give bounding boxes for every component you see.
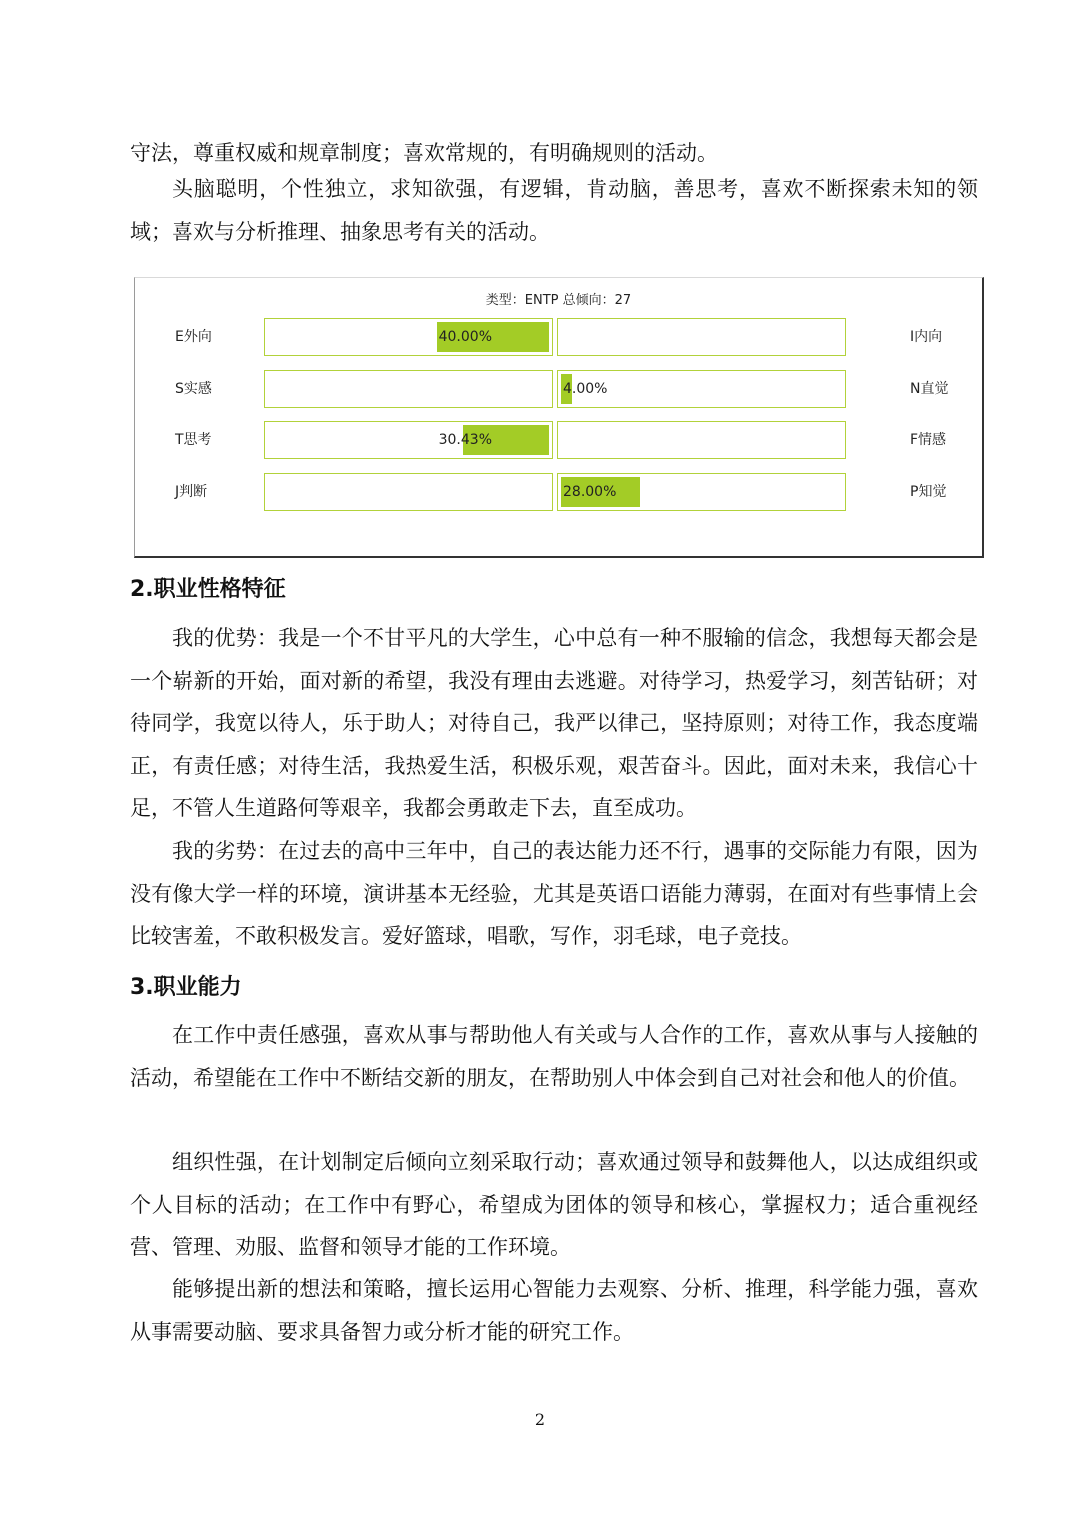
chart-row-j-p <box>135 473 982 511</box>
left-bar-track <box>264 421 553 459</box>
row-left-label: T思考 <box>175 432 212 448</box>
right-bar-track <box>557 421 846 459</box>
row-right-label: I内向 <box>910 329 943 345</box>
chart-row-t-f <box>135 421 982 459</box>
right-bar-track <box>557 318 846 356</box>
row-right-label: P知觉 <box>910 484 947 500</box>
bar-value-label: 28.00% <box>563 484 617 500</box>
paragraph-strengths: 我的优势：我是一个不甘平凡的大学生，心中总有一种不服输的信念，我想每天都会是一个崭新的开始，面对新的希望，我没有理由去逃避。对待学习，热爱学习，刻苦钻研；对待同学，我宽以待人，乐于助人；对待自己，我严以律己，坚持原则；对待工作，我态度端正，有责任感；对待生活，我热爱生活，积极乐观，艰苦奋斗。因此，面对未来，我信心十足，不管人生道路何等艰辛，我都会勇敢走下去，直至成功。 <box>130 626 978 820</box>
paragraph-ability-2: 组织性强，在计划制定后倾向立刻采取行动；喜欢通过领导和鼓舞他人，以达成组织或个人目标的活动；在工作中有野心，希望成为团体的领导和核心，掌握权力；适合重视经营、管理、劝服、监督和领导才能的工作环境。 <box>130 1150 978 1259</box>
chart-row-e-i <box>135 318 982 356</box>
bar-value-label: 30.43% <box>438 432 492 448</box>
page-number: 2 <box>534 1410 546 1429</box>
paragraph-intro-1: 守法，尊重权威和规章制度；喜欢常规的，有明确规则的活动。 <box>130 141 718 165</box>
row-left-label: J判断 <box>175 484 208 500</box>
paragraph-ability-1: 在工作中责任感强，喜欢从事与帮助他人有关或与人合作的工作，喜欢从事与人接触的活动，希望能在工作中不断结交新的朋友，在帮助别人中体会到自己对社会和他人的价值。 <box>130 1023 978 1090</box>
paragraph-weaknesses: 我的劣势：在过去的高中三年中，自己的表达能力还不行，遇事的交际能力有限，因为没有像大学一样的环境，演讲基本无经验，尤其是英语口语能力薄弱，在面对有些事情上会比较害羞，不敢积极发言。爱好篮球，唱歌，写作，羽毛球，电子竞技。 <box>130 839 978 948</box>
row-right-label: F情感 <box>910 432 947 448</box>
row-left-label: S实感 <box>175 381 212 397</box>
mbti-chart <box>134 277 984 558</box>
row-right-label: N直觉 <box>910 381 949 397</box>
chart-row-s-n <box>135 370 982 408</box>
chart-title: 类型：ENTP 总倾向：27 <box>485 293 632 308</box>
section-heading-career-ability: 3.职业能力 <box>130 975 242 1000</box>
section-heading-career-personality: 2.职业性格特征 <box>130 577 286 602</box>
paragraph-intro-2: 头脑聪明，个性独立，求知欲强，有逻辑，肯动脑，善思考，喜欢不断探索未知的领域；喜欢与分析推理、抽象思考有关的活动。 <box>130 177 978 244</box>
bar-value-label: 4.00% <box>563 381 608 397</box>
bar-value-label: 40.00% <box>438 329 492 345</box>
row-left-label: E外向 <box>175 329 212 345</box>
right-bar-track <box>557 370 846 408</box>
paragraph-ability-3: 能够提出新的想法和策略，擅长运用心智能力去观察、分析、推理，科学能力强，喜欢从事需要动脑、要求具备智力或分析才能的研究工作。 <box>130 1277 978 1344</box>
left-bar-track <box>264 473 553 511</box>
right-bar-track <box>557 473 846 511</box>
left-bar-track <box>264 318 553 356</box>
left-bar-track <box>264 370 553 408</box>
